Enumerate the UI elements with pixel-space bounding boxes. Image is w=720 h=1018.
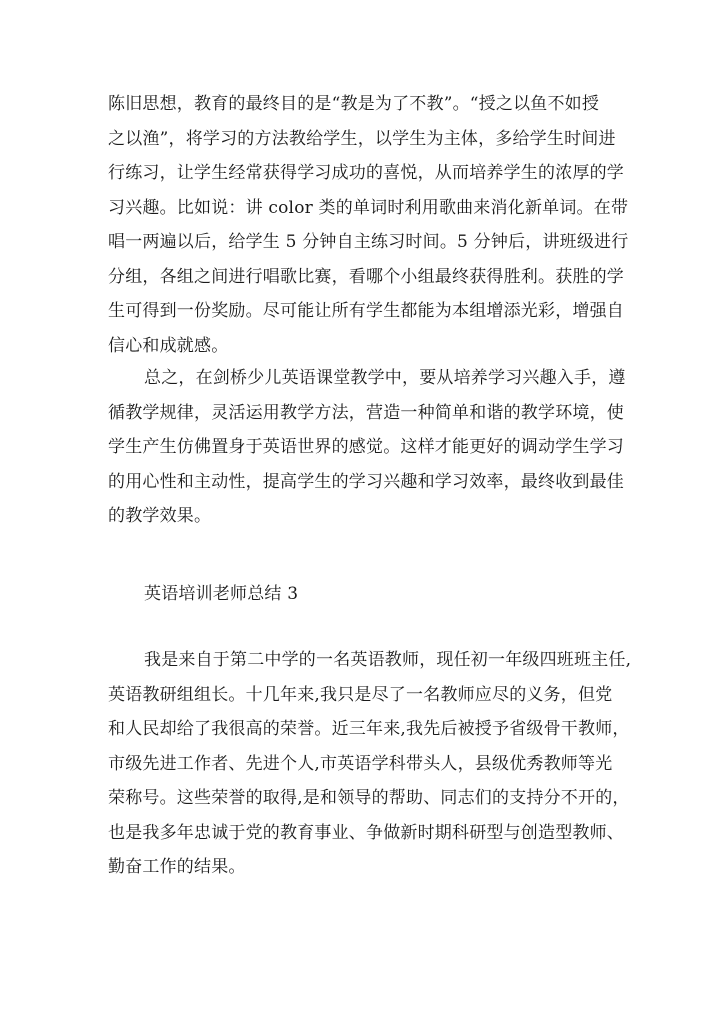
paragraph-line: 分组，各组之间进行唱歌比赛，看哪个小组最终获得胜利。获胜的学 [108, 266, 624, 287]
paragraph-line: 市级先进工作者、先进个人,市英语学科带头人，县级优秀教师等光 [108, 753, 613, 774]
paragraph-line: 我是来自于第二中学的一名英语教师，现任初一年级四班班主任, [144, 650, 632, 670]
paragraph-line: 循教学规律，灵活运用教学方法，营造一种简单和谐的教学环境，使 [108, 402, 624, 423]
paragraph-line: 学生产生仿佛置身于英语世界的感觉。这样才能更好的调动学生学习 [108, 437, 624, 457]
paragraph-line: 唱一两遍以后，给学生 5 分钟自主练习时间。5 分钟后，讲班级进行 [108, 232, 629, 252]
section-heading-text: 英语培训老师总结 3 [144, 584, 299, 604]
paragraph-line: 的用心性和主动性，提高学生的学习兴趣和学习效率，最终收到最佳 [108, 471, 624, 492]
paragraph-line: 习兴趣。比如说：讲 color 类的单词时利用歌曲来消化新单词。在带 [108, 197, 629, 218]
paragraph-line: 和人民却给了我很高的荣誉。近三年来,我先后被授予省级骨干教师， [108, 719, 630, 739]
paragraph-line: 生可得到一份奖励。尽可能让所有学生都能为本组增添光彩，增强自 [108, 301, 624, 321]
paragraph-line: 荣称号。这些荣誉的取得,是和领导的帮助、同志们的支持分不开的， [108, 788, 630, 808]
paragraph-line: 陈旧思想，教育的最终目的是“教是为了不教”。“授之以鱼不如授 [108, 94, 600, 114]
paragraph-line: 行练习，让学生经常获得学习成功的喜悦，从而培养学生的浓厚的学 [108, 163, 624, 183]
paragraph-line: 信心和成就感。 [108, 335, 229, 356]
paragraph-line: 勤奋工作的结果。 [108, 857, 246, 877]
paragraph-line: 之以渔”，将学习的方法教给学生，以学生为主体，多给学生时间进 [108, 128, 616, 149]
paragraph-line: 英语教研组组长。十几年来,我只是尽了一名教师应尽的义务，但党 [108, 684, 613, 705]
paragraph-line: 也是我多年忠诚于党的教育事业、争做新时期科研型与创造型教师、 [108, 822, 624, 843]
paragraph-line: 总之，在剑桥少儿英语课堂教学中，要从培养学习兴趣入手，遵 [144, 368, 626, 388]
paragraph-line: 的教学效果。 [108, 506, 212, 526]
